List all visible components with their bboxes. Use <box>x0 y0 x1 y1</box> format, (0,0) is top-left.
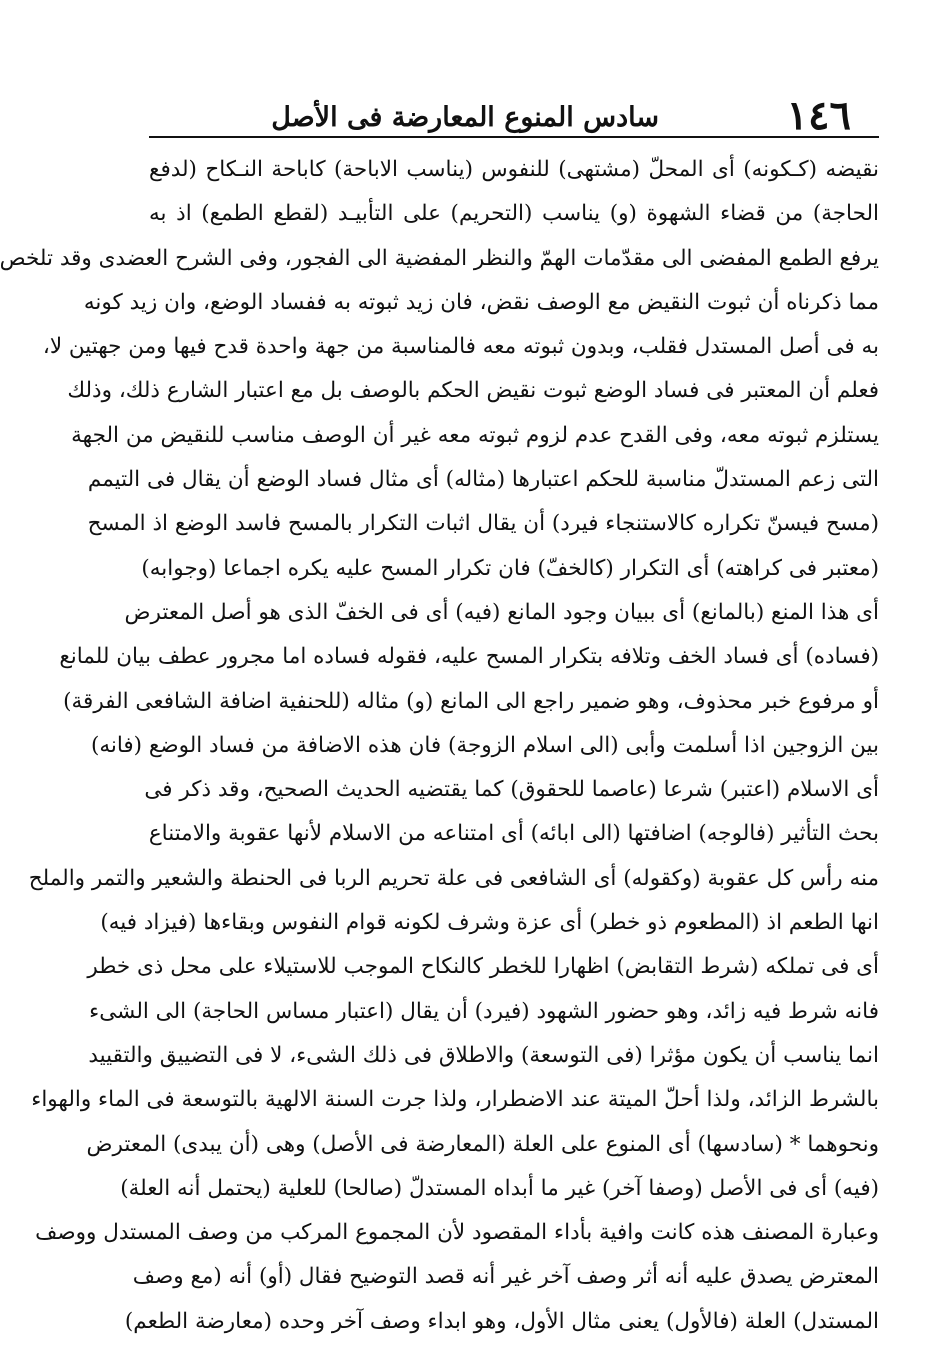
text-line: فعلم أن المعتبر فى فساد الوضع ثبوت نقيض الحكم بالوصف بل مع اعتبار الشارع ذلك، وذلك <box>67 378 879 404</box>
text-line: وعبارة المصنف هذه كانت وافية بأداء المقصود لأن المجموع المركب من وصف المستدل ووصف <box>35 1220 879 1246</box>
text-line: (معتبر فى كراهته) أى التكرار (كالخفّ) فان تكرار المسح عليه يكره اجماعا (وجوابه) <box>141 555 879 581</box>
text-line: يستلزم ثبوته معه، وفى القدح عدم لزوم ثبوته معه غير أن الوصف مناسب للنقيض من الجهة <box>71 422 879 448</box>
running-title: سادس المنوع المعارضة فى الأصل <box>271 102 659 133</box>
text-line: (فيه) أى فى الأصل (وصفا آخر) غير ما أبداه المستدلّ (صالحا) للعلية (يحتمل أنه العلة) <box>120 1175 879 1201</box>
text-line: (فساده) أى فساد الخف وتلافه بتكرار المسح عليه، فقوله فساده اما مجرور عطف بيان للمانع <box>59 644 879 670</box>
text-line: أى الاسلام (اعتبر) شرعا (عاصما للحقوق) كما يقتضيه الحديث الصحيح، وقد ذكر فى <box>144 777 879 803</box>
text-line: المستدل) العلة (فالأول) يعنى مثال الأول، وهو ابداء وصف آخر وحده (معارضة الطعم) <box>124 1308 879 1334</box>
page-header <box>149 90 879 138</box>
text-line: بحث التأثير (فالوجه) اضافتها (الى ابائه) أى امتناعه من الاسلام لأنها عقوبة والامتناع <box>148 821 879 847</box>
text-line: فانه شرط فيه زائد، وهو حضور الشهود (فيرد) أن يقال (اعتبار مساس الحاجة) الى الشىء <box>89 998 879 1024</box>
text-line: به فى أصل المستدل فقلب، وبدون ثبوته معه فالمناسبة من جهة واحدة قدح فيها ومن جهتين لا، <box>42 334 879 360</box>
text-line: منه رأس كل عقوبة (وكقوله) أى الشافعى فى علة تحريم الربا فى الحنطة والشعير والتمر والملح <box>28 865 879 891</box>
page-number: ١٤٦ <box>786 92 851 139</box>
text-line: أى هذا المنع (بالمانع) أى ببيان وجود المانع (فيه) أى فى الخفّ الذى هو أصل المعترض <box>124 599 879 625</box>
text-line: انما يناسب أن يكون مؤثرا (فى التوسعة) والاطلاق فى ذلك الشىء، لا فى التضييق والتقييد <box>88 1042 879 1068</box>
text-line: التى زعم المستدلّ مناسبة للحكم اعتبارها (مثاله) أى مثال فساد الوضع أن يقال فى التيمم <box>87 467 879 493</box>
book-page <box>0 90 879 1350</box>
text-line: أى فى تملكه (شرط التقابض) اظهارا للخطر كالنكاح الموجب للاستيلاء على محل ذى خطر <box>87 954 879 980</box>
text-line: نقيضه (كـكونه) أى المحلّ (مشتهى) للنفوس (يناسب الاباحة) كاباحة النـكاح (لدفع <box>149 157 879 182</box>
text-line: مما ذكرناه أن ثبوت النقيض مع الوصف نقض، فان زيد ثبوته به ففساد الوضع، وان زيد كونه <box>83 289 879 315</box>
text-line: بالشرط الزائد، ولذا أحلّ الميتة عند الاضطرار، ولذا جرت السنة الالهية بالتوسعة فى الماء والهواء <box>31 1087 879 1113</box>
body-text <box>0 148 879 1344</box>
text-line: الحاجة) من قضاء الشهوة (و) يناسب (التحريم) على التأبيـد (لقطع الطمع) اذ به <box>149 201 879 227</box>
text-line: المعترض يصدق عليه أنه أثر وصف آخر غير أنه قصد التوضيح فقال (أو) أنه (مع وصف <box>132 1264 879 1290</box>
text-line: أو مرفوع خبر محذوف، وهو ضمير راجع الى المانع (و) مثاله (للحنفية اضافة الشافعى الفرقة) <box>63 688 879 714</box>
text-line: ونحوهما * (سادسها) أى المنوع على العلة (المعارضة فى الأصل) وهى (أن يبدى) المعترض <box>86 1131 879 1157</box>
text-line: بين الزوجين اذا أسلمت وأبى (الى اسلام الزوجة) فان هذه الاضافة من فساد الوضع (فانه) <box>90 732 879 758</box>
text-line: يرفع الطمع المفضى الى مقدّمات الهمّ والنظر المفضية الى الفجور، وفى الشرح العضدى وقد تلخص <box>0 245 879 271</box>
header-rule <box>149 136 879 138</box>
text-line: (مسح فيسنّ تكراره كالاستنجاء فيرد) أن يقال اثبات التكرار بالمسح فاسد الوضع اذ المسح <box>87 511 879 537</box>
text-line: انها الطعم اذ (المطعوم ذو خطر) أى عزة وشرف لكونه قوام النفوس وبقاءها (فيزاد فيه) <box>100 910 879 936</box>
